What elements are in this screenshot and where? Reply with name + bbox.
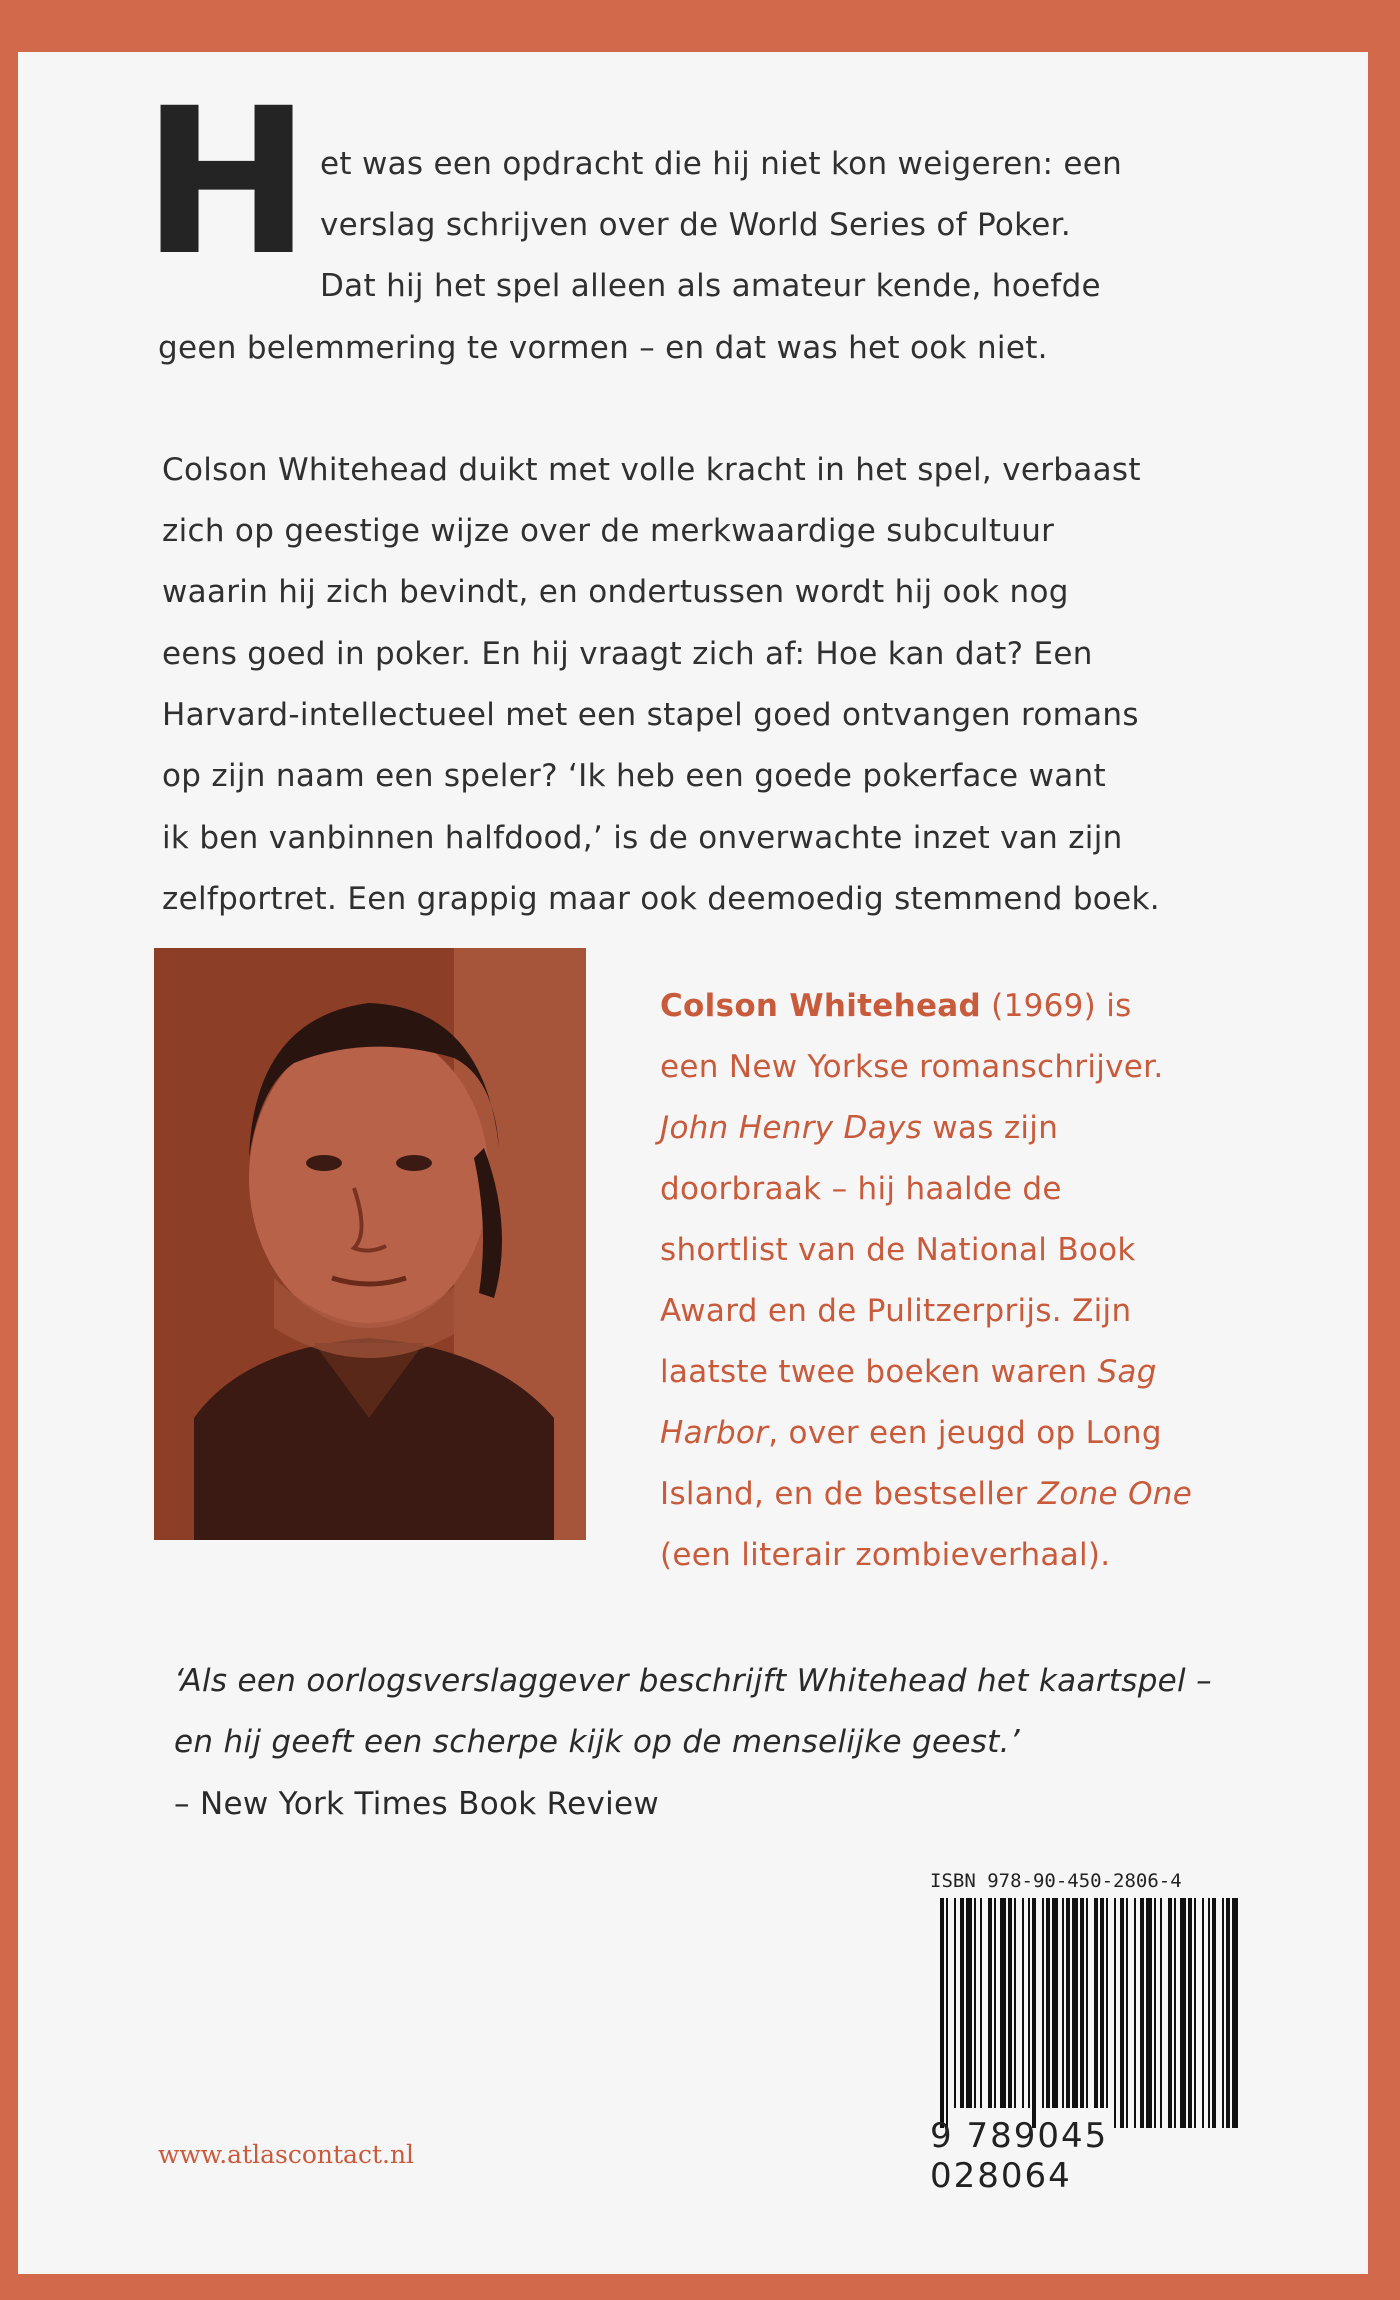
barcode-bar [1008,1898,1012,2108]
barcode-bar [1066,1898,1070,2108]
barcode-bar [974,1898,976,2108]
body-line: zich op geestige wijze over de merkwaardige subcultuur [162,513,1055,549]
barcode-bar [1222,1898,1224,2128]
quote-line: en hij geeft een scherpe kijk op de menselijke geest.’ [174,1724,1020,1760]
body-line: op zijn naam een speler? ‘Ik heb een goede pokerface want [162,758,1106,794]
quote-source: – New York Times Book Review [174,1786,660,1822]
barcode-bar [1202,1898,1204,2128]
bio-text: , over een jeugd op Long [768,1415,1162,1451]
author-name: Colson Whitehead [660,988,982,1024]
bio-line [660,1354,1157,1390]
body-line: Harvard-intellectueel met een stapel goed ontvangen romans [162,697,1139,733]
barcode-bar [1062,1898,1064,2108]
bio-line: Award en de Pulitzerprijs. Zijn [660,1293,1132,1329]
bio-text: was zijn [922,1110,1059,1146]
barcode-bar [1154,1898,1156,2128]
book-title: Harbor [660,1415,769,1451]
barcode-bar [940,1898,944,2128]
bio-line: doorbraak – hij haalde de [660,1171,1062,1207]
barcode-bar [1146,1898,1152,2128]
bio-line [660,1415,1162,1451]
body-line: eens goed in poker. En hij vraagt zich af: Hoe kan dat? Een [162,636,1093,672]
barcode-bar [1032,1898,1036,2128]
barcode-bar [1100,1898,1104,2108]
barcode-bar [1080,1898,1084,2108]
barcode-bar [1160,1898,1162,2128]
barcode-bar [1052,1898,1058,2108]
barcode-bar [1180,1898,1186,2128]
barcode-bar [1086,1898,1088,2108]
intro-line: geen belemmering te vormen – en dat was het ook niet. [158,330,1048,366]
barcode-bar [966,1898,972,2108]
barcode-bar [1212,1898,1216,2128]
intro-line: et was een opdracht die hij niet kon weigeren: een [320,146,1123,182]
barcode-bar [954,1898,956,2108]
barcode-digits: 9 789045 028064 [930,2116,1109,2196]
barcode-bar [1014,1898,1016,2108]
body-line: Colson Whitehead duikt met volle kracht in het spel, verbaast [162,452,1141,488]
publisher-url[interactable]: www.atlascontact.nl [158,2140,415,2169]
barcode-bar [1094,1898,1098,2108]
barcode-bar [1106,1898,1108,2108]
barcode-bar [1126,1898,1128,2128]
intro-line: Dat hij het spel alleen als amateur kende, hoefde [320,268,1101,304]
isbn-barcode [930,1870,1250,2200]
body-line: waarin hij zich bevindt, en ondertussen wordt hij ook nog [162,574,1069,610]
isbn-text: ISBN 978-90-450-2806-4 [930,1870,1182,1892]
book-title: Zone One [1037,1476,1193,1512]
barcode-bar [1168,1898,1172,2128]
barcode-bar [1174,1898,1176,2128]
barcode-bar [1140,1898,1144,2128]
barcode-bar [1046,1898,1050,2108]
quote-line: ‘Als een oorlogsverslaggever beschrijft Whitehead het kaartspel – [174,1663,1212,1699]
barcode-bar [1232,1898,1238,2128]
barcode-bar [988,1898,992,2108]
barcode-bar [1208,1898,1210,2128]
barcode-bar [946,1898,948,2128]
author-photo [154,948,586,1540]
barcode-bar [1188,1898,1192,2128]
barcode-bar [1022,1898,1024,2108]
barcode-bar [994,1898,996,2108]
barcode-bar [1042,1898,1044,2108]
author-year: (1969) is [981,988,1132,1024]
bio-text: Island, en de bestseller [660,1476,1038,1512]
barcode-bar [1120,1898,1124,2128]
bio-line [660,1110,1058,1146]
barcode-bar [1194,1898,1196,2128]
barcode-bar [1028,1898,1030,2108]
barcode-bar [1134,1898,1136,2128]
book-title: Sag [1097,1354,1157,1390]
barcode-bar [1114,1898,1116,2128]
barcode-bar [1000,1898,1006,2108]
bio-line [660,1476,1192,1512]
barcode-bar [1072,1898,1078,2108]
bio-line: shortlist van de National Book [660,1232,1136,1268]
barcode-bar [960,1898,964,2108]
drop-cap: H [142,64,312,300]
bio-text: laatste twee boeken waren [660,1354,1098,1390]
body-line: ik ben vanbinnen halfdood,’ is de onverwachte inzet van zijn [162,820,1123,856]
bio-line: een New Yorkse romanschrijver. [660,1049,1164,1085]
author-portrait-graphic [154,948,586,1540]
barcode-bar [980,1898,982,2108]
barcode-bar [1226,1898,1230,2128]
book-title: John Henry Days [660,1110,923,1146]
intro-line: verslag schrijven over de World Series of Poker. [320,207,1072,243]
bio-line: (een literair zombieverhaal). [660,1537,1111,1573]
body-line: zelfportret. Een grappig maar ook deemoedig stemmend boek. [162,881,1160,917]
bio-line [660,988,1132,1024]
